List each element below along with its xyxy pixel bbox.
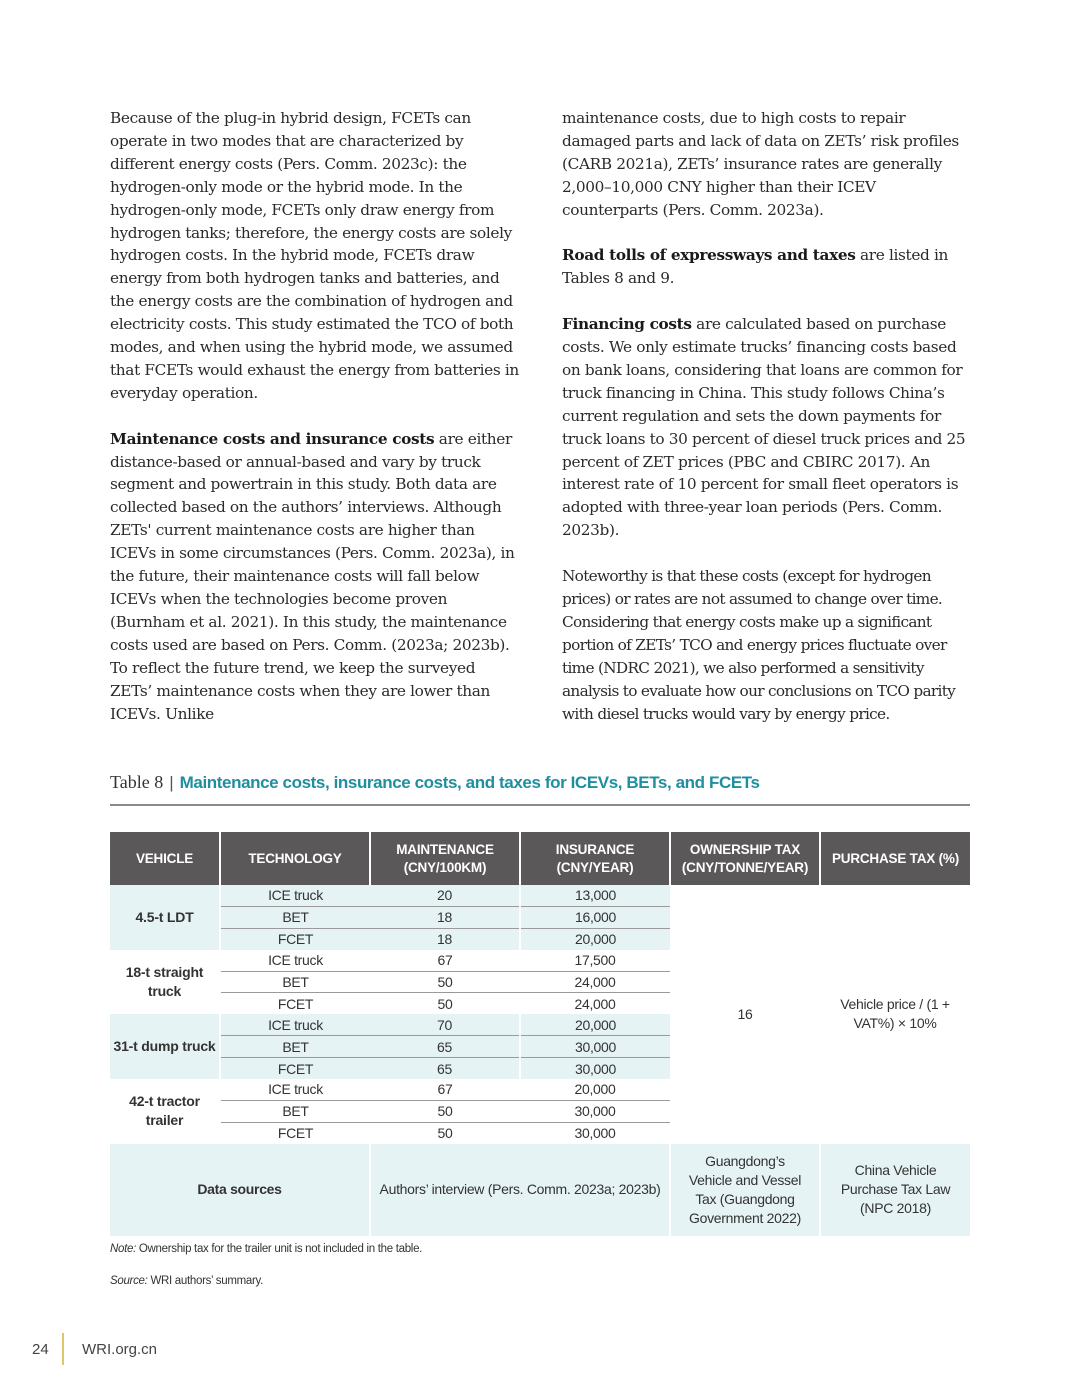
- data-source-ownership-tax: Guangdong’s Vehicle and Vessel Tax (Guangdong Government 2022): [670, 1144, 820, 1236]
- technology-cell: BET: [220, 971, 370, 993]
- paragraph-maintenance-insurance: Maintenance costs and insurance costs are either distance-based or annual-based and vary by truck segment and powertrain in this study. Both data are collected based on the authors’ interviews. Although ZETs' current maintenance costs are higher than ICEVs in some circumstances (Pers. Comm. 2023a), in the future, their maintenance costs will fall below ICEVs when the technologies become proven (Burnham et al. 2021). In this study, the maintenance costs used are based on Pers. Comm. (2023a; 2023b). To reflect the future trend, we keep the surveyed ZETs’ maintenance costs when they are lower than ICEVs. Unlike: [110, 429, 515, 723]
- insurance-cell: 24,000: [520, 971, 670, 993]
- paragraph-road-tolls: Road tolls of expressways and taxes are listed in Tables 8 and 9.: [562, 246, 949, 288]
- maintenance-cell: 65: [370, 1058, 520, 1079]
- insurance-cell: 20,000: [520, 928, 670, 949]
- col-header-ownership-tax: OWNERSHIP TAX (CNY/TONNE/YEAR): [670, 832, 820, 885]
- technology-cell: ICE truck: [220, 950, 370, 971]
- maintenance-tax-table: [110, 832, 970, 1236]
- maintenance-cell: 50: [437, 1125, 453, 1142]
- vehicle-cell: 18-t straight truck: [110, 950, 220, 1015]
- maintenance-cell: 50: [370, 971, 520, 993]
- insurance-cell: 20,000: [520, 1079, 670, 1100]
- technology-cell: ICE truck: [220, 1014, 370, 1035]
- insurance-cell: 30,000: [574, 1125, 616, 1142]
- technology-cell: FCET: [277, 1125, 314, 1142]
- maintenance-cell: 67: [370, 1079, 520, 1100]
- insurance-cell: 13,000: [520, 885, 670, 906]
- caption-divider: [110, 804, 970, 806]
- maintenance-cell: 18: [370, 928, 520, 949]
- vehicle-cell: 4.5-t LDT: [110, 885, 220, 950]
- insurance-cell: 16,000: [520, 906, 670, 928]
- table-caption: [110, 772, 970, 793]
- insurance-cell: 30,000: [520, 1058, 670, 1079]
- page-footer: [32, 1333, 157, 1365]
- maintenance-cell: 50: [437, 995, 453, 1012]
- col-header-purchase-tax: PURCHASE TAX (%): [820, 832, 970, 885]
- site-link[interactable]: WRI.org.cn: [82, 1340, 158, 1358]
- paragraph-fcet-modes: Because of the plug-in hybrid design, FCETs can operate in two modes that are characterized by different energy costs (Pers. Comm. 2023c): the hydrogen-only mode or the hybrid mode. In the hydrogen-only mode, FCETs only draw energy from hydrogen tanks; therefore, the energy costs are solely hydrogen costs. In the hybrid mode, FCETs draw energy from both hydrogen tanks and batteries, and the energy costs are the combination of hydrogen and electricity costs. This study estimated the TCO of both modes, and when using the hybrid mode, we assumed that FCETs would exhaust the energy from batteries in everyday operation.: [110, 109, 519, 402]
- insurance-cell: 20,000: [520, 1014, 670, 1035]
- table-row: [110, 885, 970, 906]
- data-source-maintenance-insurance: Authors’ interview (Pers. Comm. 2023a; 2023b): [370, 1144, 670, 1236]
- data-sources-label: Data sources: [110, 1144, 370, 1236]
- vehicle-cell: 42-t tractor trailer: [110, 1079, 220, 1144]
- col-header-maintenance: MAINTENANCE (CNY/100KM): [370, 832, 520, 885]
- technology-cell: FCET: [220, 1058, 370, 1079]
- footer-divider: [62, 1333, 64, 1365]
- left-text-column: [110, 107, 520, 748]
- technology-cell: ICE truck: [220, 1079, 370, 1100]
- technology-cell: FCET: [277, 995, 314, 1012]
- insurance-cell: 30,000: [520, 1100, 670, 1122]
- purchase-tax-cell: Vehicle price / (1 + VAT%) × 10%: [820, 885, 970, 1144]
- maintenance-cell: 65: [370, 1036, 520, 1058]
- technology-cell: BET: [220, 1100, 370, 1122]
- right-text-column: [562, 107, 972, 748]
- table-note: Note: Ownership tax for the trailer unit is not included in the table.: [110, 1243, 423, 1255]
- data-source-purchase-tax: China Vehicle Purchase Tax Law (NPC 2018): [820, 1144, 970, 1236]
- heading-maintenance-insurance: Maintenance costs and insurance costs: [110, 429, 435, 448]
- technology-cell: BET: [220, 1036, 370, 1058]
- page-number: 24: [32, 1340, 49, 1358]
- col-header-technology: TECHNOLOGY: [220, 832, 370, 885]
- data-sources-row: [110, 1144, 970, 1236]
- table-header-row: [110, 832, 970, 885]
- ownership-tax-cell: 16: [670, 885, 820, 1144]
- heading-road-tolls: Road tolls of expressways and taxes: [562, 246, 856, 265]
- caption-separator: |: [169, 773, 174, 792]
- paragraph-financing: Financing costs are calculated based on purchase costs. We only estimate trucks’ financing costs based on bank loans, considering that loans are common for truck financing in China. This study follows China’s current regulation and sets the down payments for truck loans to 30 percent of diesel truck prices and 25 percent of ZET prices (PBC and CBIRC 2017). An interest rate of 10 percent for small fleet operators is adopted with three-year loan periods (Pers. Comm. 2023b).: [562, 315, 966, 540]
- technology-cell: BET: [220, 906, 370, 928]
- paragraph-insurance-continued: maintenance costs, due to high costs to repair damaged parts and lack of data on ZETs’ risk profiles (CARB 2021a), ZETs’ insurance rates are generally 2,000–10,000 CNY higher than their ICEV counterparts (Pers. Comm. 2023a).: [562, 109, 959, 219]
- insurance-cell: 24,000: [574, 995, 616, 1012]
- insurance-cell: 30,000: [520, 1036, 670, 1058]
- maintenance-cell: 50: [370, 1100, 520, 1122]
- maintenance-cell: 18: [370, 906, 520, 928]
- maintenance-cell: 70: [370, 1014, 520, 1035]
- maintenance-cell: 67: [370, 950, 520, 971]
- table-title: Maintenance costs, insurance costs, and taxes for ICEVs, BETs, and FCETs: [179, 773, 760, 792]
- paragraph-noteworthy: Noteworthy is that these costs (except for hydrogen prices) or rates are not assumed to change over time. Considering that energy costs make up a significant portion of ZETs’ TCO and energy prices fluctuate over time (NDRC 2021), we also performed a sensitivity analysis to evaluate how our conclusions on TCO parity with diesel trucks would vary by energy price.: [562, 567, 956, 723]
- col-header-vehicle: VEHICLE: [110, 832, 220, 885]
- vehicle-cell: 31-t dump truck: [110, 1014, 220, 1079]
- heading-financing: Financing costs: [562, 315, 692, 334]
- maintenance-cell: 20: [370, 885, 520, 906]
- technology-cell: FCET: [220, 928, 370, 949]
- insurance-cell: 17,500: [520, 950, 670, 971]
- col-header-insurance: INSURANCE (CNY/YEAR): [520, 832, 670, 885]
- table-source: Source: WRI authors’ summary.: [110, 1275, 263, 1287]
- technology-cell: ICE truck: [220, 885, 370, 906]
- table-number: Table 8: [110, 772, 164, 792]
